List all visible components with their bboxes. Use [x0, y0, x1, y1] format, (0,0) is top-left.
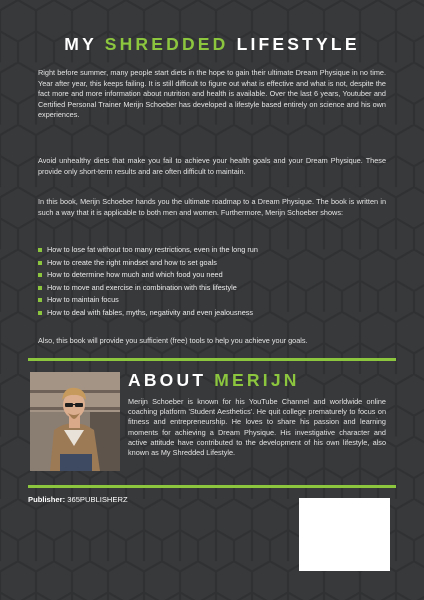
title-accent: SHREDDED — [104, 34, 229, 54]
about-prefix: ABOUT — [128, 370, 215, 390]
publisher-line — [28, 495, 128, 504]
about-paragraph: Merijn Schoeber is known for his YouTube Channel and worldwide online coaching platform 'Student Aesthetics'. He quit college prematurely to focus on fitness and entrepreneurship. He loves to share his passion and learning moments for achieving a Dream Physique. His investigative character and active attitude have contributed to the development of his own lifestyle, also known as My Shredded Lifestyle. — [128, 397, 386, 458]
bullet-square-icon — [38, 248, 42, 252]
list-item: How to move and exercise in combination with this lifestyle — [38, 282, 368, 295]
list-item: How to determine how much and which food you need — [38, 269, 368, 282]
list-item: How to deal with fables, myths, negativity and even jealousness — [38, 307, 368, 320]
publisher-label: Publisher: — [28, 495, 66, 504]
list-item: How to maintain focus — [38, 294, 368, 307]
barcode-placeholder — [299, 498, 390, 571]
bullet-square-icon — [38, 286, 42, 290]
book-title — [0, 34, 424, 55]
title-prefix: MY — [64, 34, 105, 54]
section-divider — [28, 358, 396, 361]
about-heading — [128, 370, 300, 391]
footer-divider — [28, 485, 396, 488]
bullet-square-icon — [38, 261, 42, 265]
book-intro-paragraph: In this book, Merijn Schoeber hands you the ultimate roadmap to a Dream Physique. The book is written in such a way that it is applicable to both men and women. Furthermore, Merijn Schoeber shows: — [38, 197, 386, 217]
title-suffix: LIFESTYLE — [228, 34, 360, 54]
about-accent: MERIJN — [214, 370, 300, 390]
publisher-name: 365PUBLISHERZ — [65, 495, 128, 504]
avoid-paragraph: Avoid unhealthy diets that make you fail to achieve your health goals and your Dream Physique. These provide only short-term results and are often difficult to maintain. — [38, 156, 386, 176]
list-item: How to create the right mindset and how to set goals — [38, 257, 368, 270]
feature-list — [38, 244, 368, 319]
bullet-square-icon — [38, 273, 42, 277]
author-photo — [30, 372, 120, 471]
bullet-square-icon — [38, 298, 42, 302]
tools-paragraph: Also, this book will provide you sufficient (free) tools to help you achieve your goals. — [38, 336, 308, 345]
list-item: How to lose fat without too many restrictions, even in the long run — [38, 244, 368, 257]
intro-paragraph: Right before summer, many people start diets in the hope to gain their ultimate Dream Physique in no time. Year after year, this keeps failing. It is still difficult to figure out what is effective and what is not, despite the fact more and more information about nutrition and health is available. Over the last 6 years, Youtuber and Certified Personal Trainer Merijn Schoeber has developed a lifestyle based entirely on science and his own experiences. — [38, 68, 386, 120]
bullet-square-icon — [38, 311, 42, 315]
